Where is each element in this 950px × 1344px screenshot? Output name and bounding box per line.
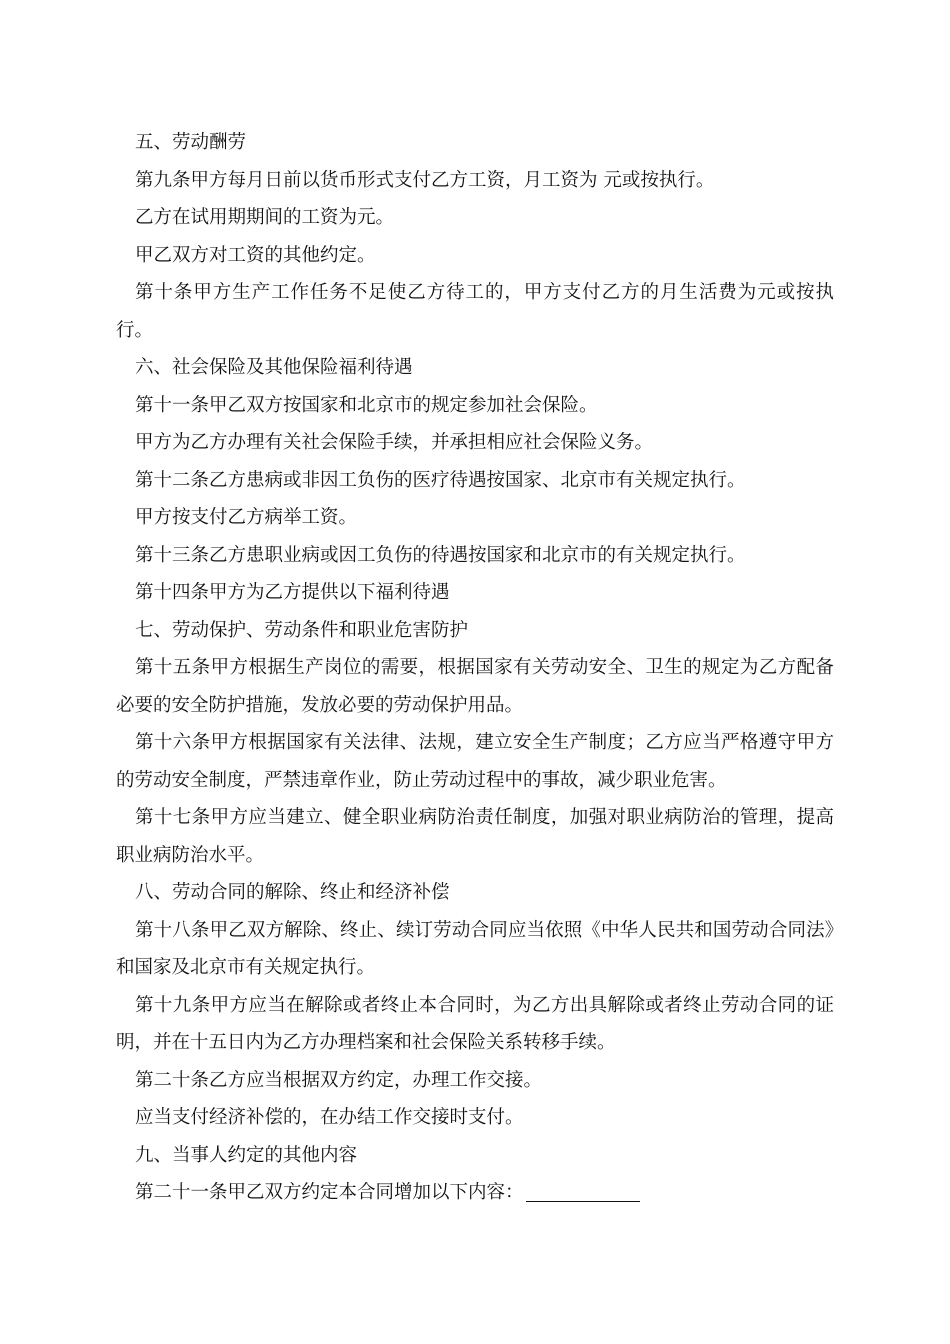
article-10: 第十条甲方生产工作任务不足使乙方待工的，甲方支付乙方的月生活费为元或按执行。	[116, 282, 834, 341]
article-17: 第十七条甲方应当建立、健全职业病防治责任制度，加强对职业病防治的管理，提高职业病防治水平。	[116, 807, 834, 866]
section-heading-7: 七、劳动保护、劳动条件和职业危害防护	[135, 619, 469, 641]
article-21-text: 第二十一条甲乙双方约定本合同增加以下内容：	[135, 1182, 524, 1203]
social-insurance-procedures: 甲方为乙方办理有关社会保险手续，并承担相应社会保险义务。	[135, 432, 654, 453]
article-16: 第十六条甲方根据国家有关法律、法规，建立安全生产制度；乙方应当严格遵守甲方的劳动安全制度，严禁违章作业，防止劳动过程中的事故，减少职业危害。	[116, 732, 834, 791]
section-heading-9: 九、当事人约定的其他内容	[135, 1144, 358, 1166]
article-13: 第十三条乙方患职业病或因工负伤的待遇按国家和北京市的有关规定执行。	[135, 544, 746, 566]
article-14: 第十四条甲方为乙方提供以下福利待遇	[135, 582, 450, 603]
section-heading-5: 五、劳动酬劳	[135, 132, 247, 153]
sick-pay: 甲方按支付乙方病举工资。	[135, 507, 358, 528]
section-heading-6: 六、社会保险及其他保险福利待遇	[135, 357, 413, 378]
article-15: 第十五条甲方根据生产岗位的需要，根据国家有关劳动安全、卫生的规定为乙方配备必要的安全防护措施，发放必要的劳动保护用品。	[116, 657, 834, 716]
article-12: 第十二条乙方患病或非因工负伤的医疗待遇按国家、北京市有关规定执行。	[135, 469, 746, 491]
article-19: 第十九条甲方应当在解除或者终止本合同时，为乙方出具解除或者终止劳动合同的证明，并在十五日内为乙方办理档案和社会保险关系转移手续。	[116, 994, 834, 1053]
article-11: 第十一条甲乙双方按国家和北京市的规定参加社会保险。	[135, 394, 598, 416]
other-wage-agreement: 甲乙双方对工资的其他约定。	[135, 244, 376, 266]
article-21	[116, 1174, 834, 1212]
fill-in-blank	[526, 1177, 640, 1202]
article-20: 第二十条乙方应当根据双方约定，办理工作交接。	[135, 1069, 543, 1091]
article-18: 第十八条甲乙双方解除、终止、续订劳动合同应当依照《中华人民共和国劳动合同法》和国家及北京市有关规定执行。	[116, 919, 834, 978]
article-9: 第九条甲方每月日前以货币形式支付乙方工资，月工资为 元或按执行。	[135, 169, 715, 191]
section-heading-8: 八、劳动合同的解除、终止和经济补偿	[135, 882, 450, 903]
severance-payment: 应当支付经济补偿的，在办结工作交接时支付。	[135, 1107, 524, 1128]
document-page	[116, 124, 834, 1212]
probation-wage: 乙方在试用期期间的工资为元。	[135, 207, 395, 228]
